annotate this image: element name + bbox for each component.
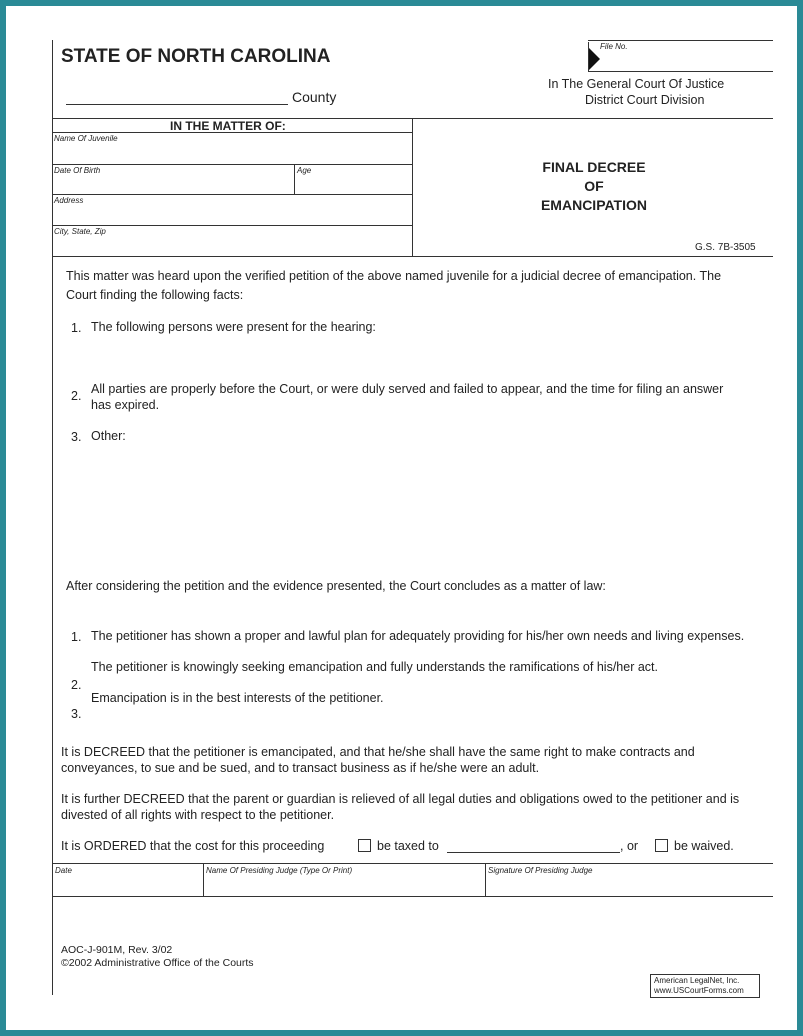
fact-2-num: 2. bbox=[71, 389, 82, 403]
copyright: ©2002 Administrative Office of the Courts bbox=[61, 957, 254, 969]
taxed-checkbox[interactable] bbox=[358, 839, 371, 852]
taxed-label: be taxed to bbox=[377, 839, 439, 853]
fact-3-text: Other: bbox=[91, 429, 126, 443]
signature-top-line bbox=[52, 863, 773, 864]
dob-label: Date Of Birth bbox=[54, 166, 101, 175]
conclusion-1-num: 1. bbox=[71, 630, 82, 644]
vendor-url[interactable]: www.USCourtForms.com bbox=[654, 986, 744, 995]
form-number: AOC-J-901M, Rev. 3/02 bbox=[61, 944, 173, 956]
address-label: Address bbox=[54, 196, 84, 205]
conclusion-3-text: Emancipation is in the best interests of the petitioner. bbox=[91, 691, 384, 705]
fact-2-text2: has expired. bbox=[91, 398, 160, 412]
city-label: City, State, Zip bbox=[54, 227, 106, 236]
conclusion-1-text: The petitioner has shown a proper and lawful plan for adequately providing for his/her own needs and living expenses. bbox=[91, 629, 745, 643]
form-page bbox=[6, 6, 797, 1030]
order-lead: It is ORDERED that the cost for this proceeding bbox=[61, 839, 325, 853]
court-line2: District Court Division bbox=[585, 93, 705, 107]
fact-2-text1: All parties are properly before the Court, or were duly served and failed to appear, and the time for filing an answer bbox=[91, 382, 724, 396]
file-no-arrow-icon bbox=[588, 47, 600, 71]
fact-1-num: 1. bbox=[71, 321, 82, 335]
fact-1-text: The following persons were present for the hearing: bbox=[91, 320, 376, 334]
age-divider bbox=[294, 164, 295, 194]
age-label: Age bbox=[297, 166, 312, 175]
name-line[interactable] bbox=[52, 164, 412, 165]
state-title: STATE OF NORTH CAROLINA bbox=[61, 46, 331, 67]
conclusion-intro: After considering the petition and the evidence presented, the Court concludes as a matter of law: bbox=[66, 579, 606, 593]
county-line[interactable] bbox=[66, 104, 288, 105]
decree1-line1: It is DECREED that the petitioner is emancipated, and that he/she shall have the same right to make contracts and bbox=[61, 745, 695, 759]
file-no-top bbox=[588, 40, 773, 41]
matter-heading-line bbox=[52, 132, 412, 133]
file-no-divider bbox=[588, 42, 589, 72]
left-border bbox=[52, 40, 53, 995]
conclusion-2-num: 2. bbox=[71, 678, 82, 692]
conclusion-2-text: The petitioner is knowingly seeking emancipation and fully understands the ramifications of his/her act. bbox=[91, 660, 658, 674]
statute-ref: G.S. 7B-3505 bbox=[695, 242, 756, 253]
taxed-to-line[interactable] bbox=[447, 852, 620, 853]
matter-divider bbox=[412, 118, 413, 256]
matter-heading: IN THE MATTER OF: bbox=[170, 119, 286, 133]
vendor-box bbox=[650, 974, 760, 998]
or-label: , or bbox=[620, 839, 639, 853]
decree2-line2: divested of all rights with respect to the petitioner. bbox=[61, 808, 335, 822]
waived-label: be waived. bbox=[674, 839, 734, 853]
form-title bbox=[494, 158, 694, 215]
intro-line2: Court finding the following facts: bbox=[66, 288, 244, 302]
file-no-label: File No. bbox=[600, 42, 628, 51]
sig-divider-1 bbox=[203, 863, 204, 896]
waived-checkbox[interactable] bbox=[655, 839, 668, 852]
date-label: Date bbox=[55, 866, 72, 875]
file-no-line[interactable] bbox=[588, 71, 773, 72]
court-line1: In The General Court Of Justice bbox=[548, 77, 725, 91]
form-title-line1: FINAL DECREE bbox=[542, 159, 646, 175]
form-title-line2: OF bbox=[584, 178, 604, 194]
judge-sig-label: Signature Of Presiding Judge bbox=[488, 866, 593, 875]
name-label: Name Of Juvenile bbox=[54, 134, 118, 143]
vendor-name: American LegalNet, Inc. bbox=[654, 976, 740, 985]
signature-bottom-line bbox=[52, 896, 773, 897]
conclusion-3-num: 3. bbox=[71, 707, 82, 721]
judge-name-label: Name Of Presiding Judge (Type Or Print) bbox=[206, 866, 353, 875]
county-label: County bbox=[292, 89, 337, 105]
sig-divider-2 bbox=[485, 863, 486, 896]
fact-3-num: 3. bbox=[71, 430, 82, 444]
intro-line1: This matter was heard upon the verified petition of the above named juvenile for a judicial decree of emancipation. The bbox=[66, 269, 722, 283]
decree1-line2: conveyances, to sue and be sued, and to transact business as if he/she were an adult. bbox=[61, 761, 540, 775]
decree2-line1: It is further DECREED that the parent or guardian is relieved of all legal duties and obligations owed to the petitioner and is bbox=[61, 792, 740, 806]
address-line[interactable] bbox=[52, 225, 412, 226]
matter-bottom-line bbox=[52, 256, 773, 257]
dob-line[interactable] bbox=[52, 194, 412, 195]
form-title-line3: EMANCIPATION bbox=[540, 197, 648, 213]
